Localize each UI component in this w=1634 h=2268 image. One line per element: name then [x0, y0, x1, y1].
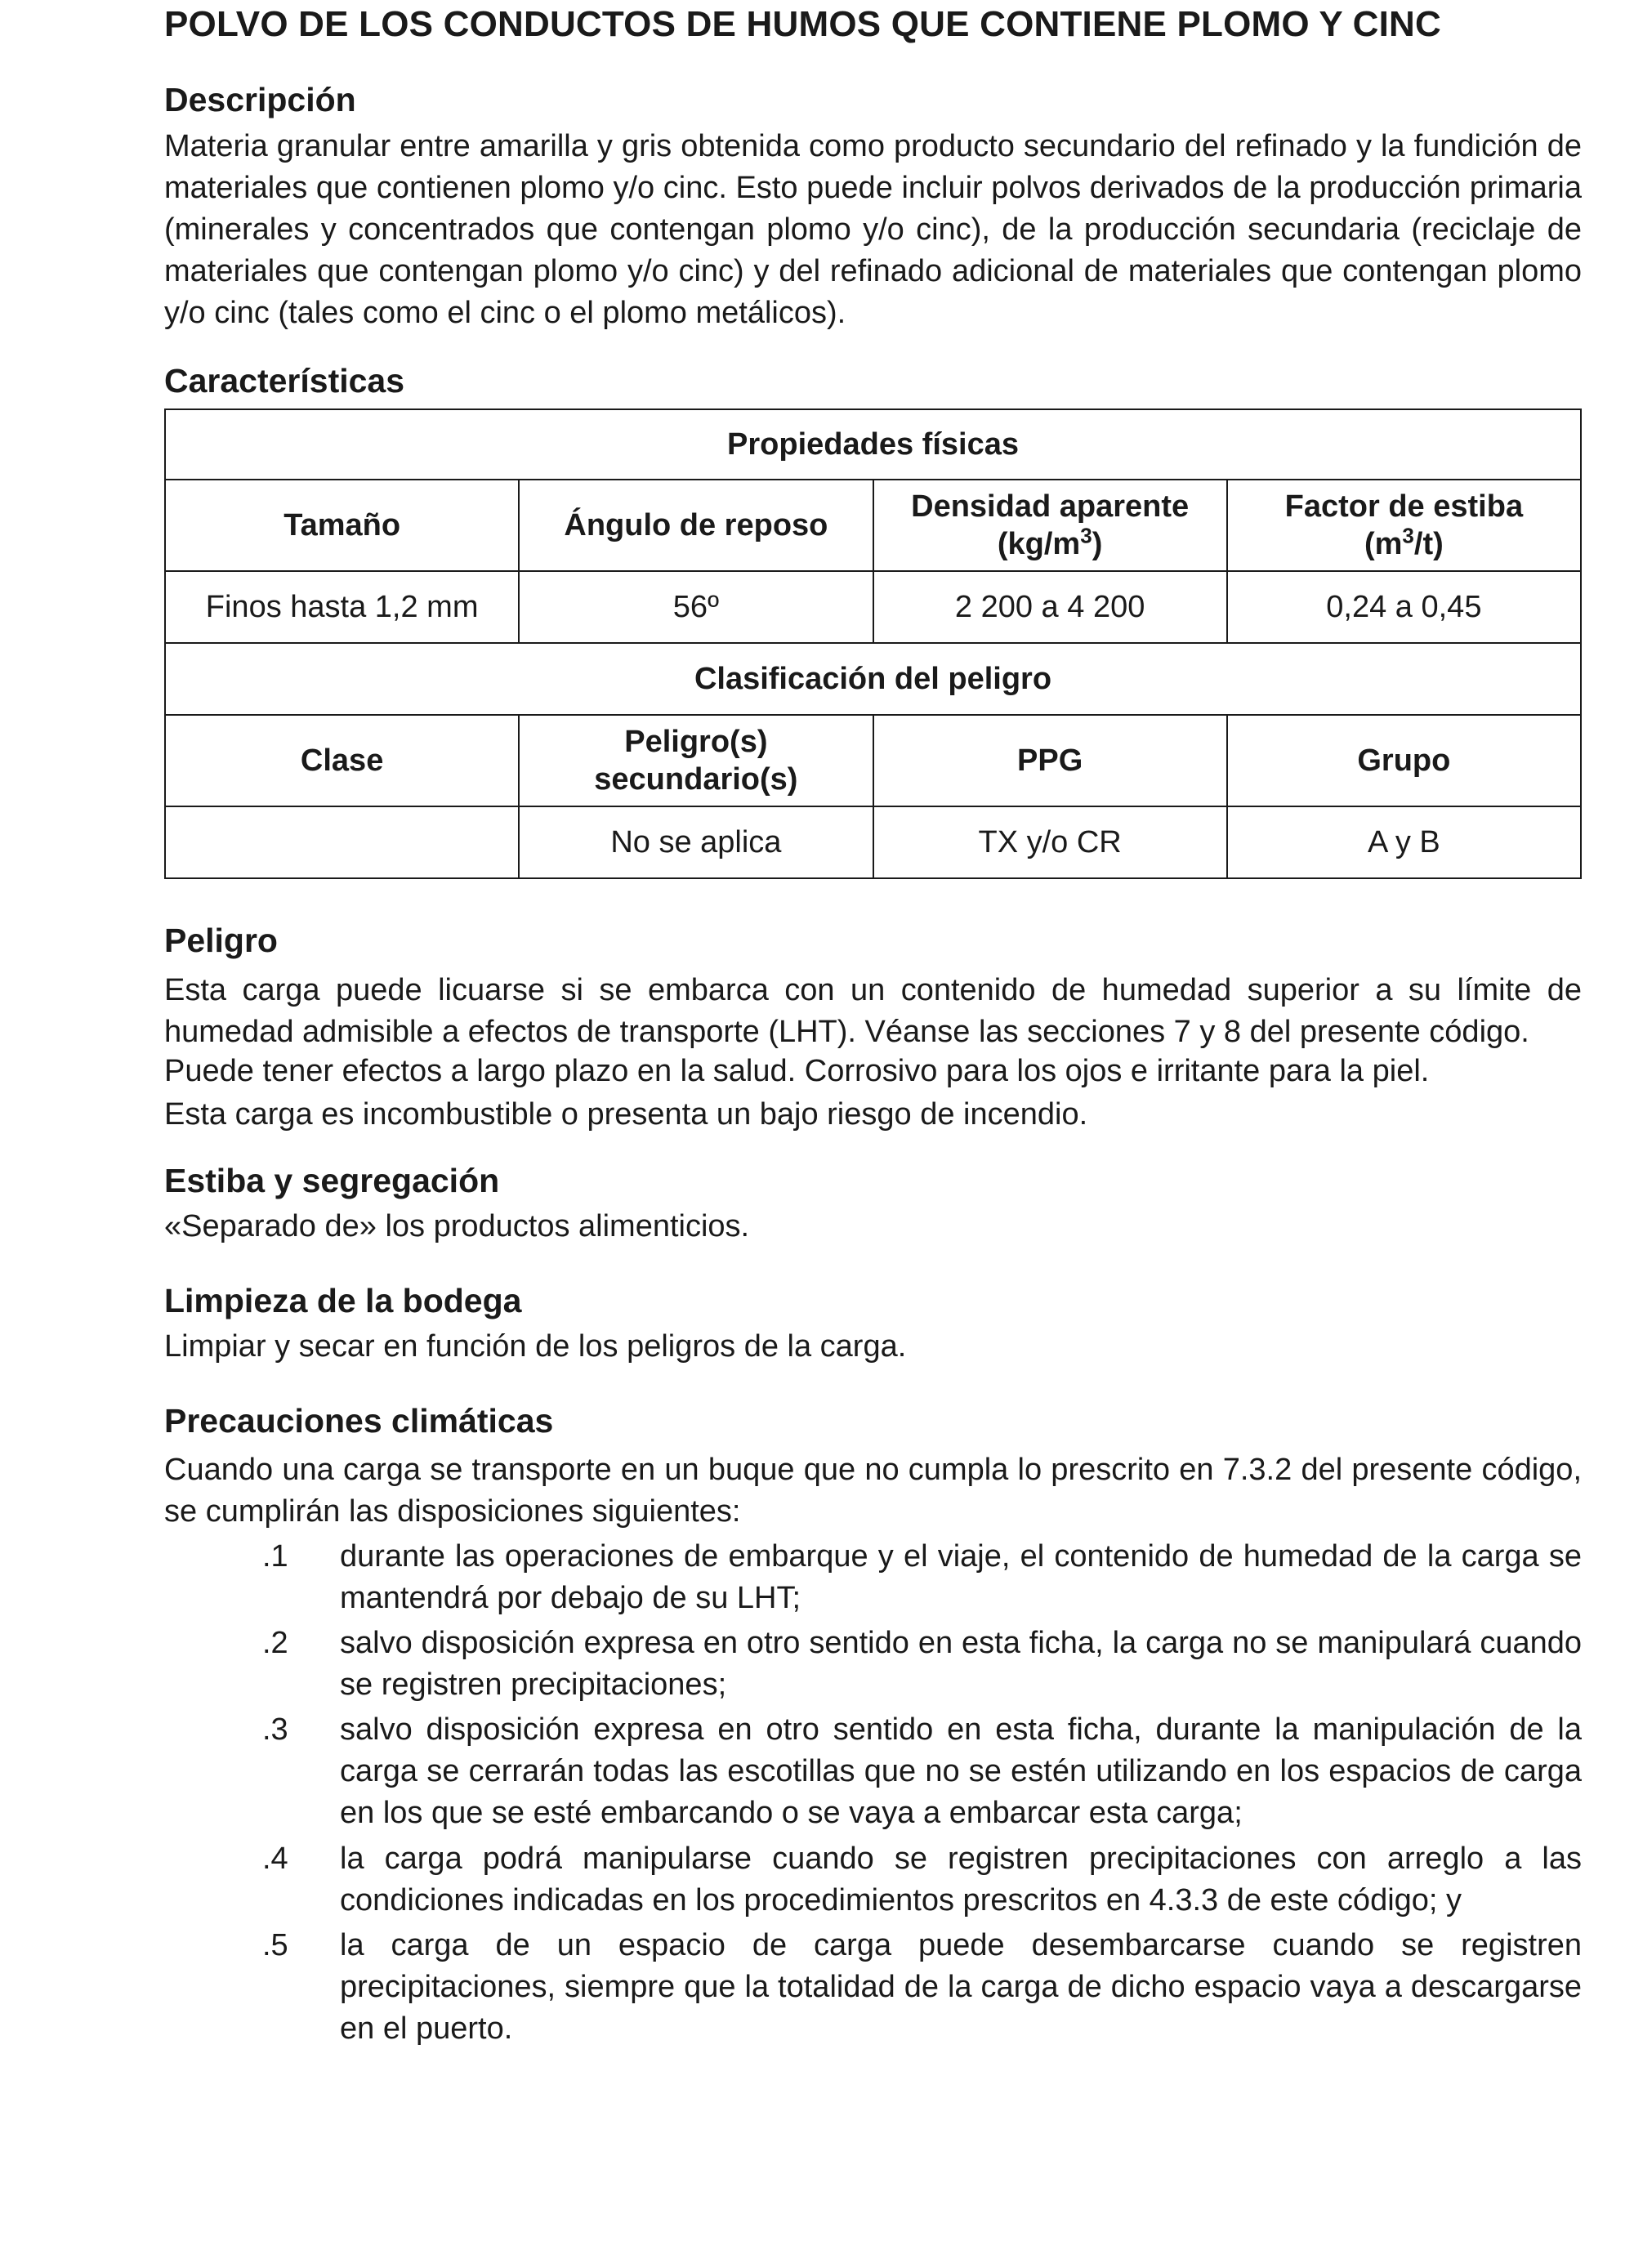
descripcion-heading: Descripción: [164, 81, 356, 118]
peligro-text-1: Esta carga puede licuarse si se embarca con un contenido de humedad superior a su límite de humedad admisible a efectos de transporte (LHT). Véanse las secciones 7 y 8 del presente código.: [164, 973, 1582, 1049]
col-densidad-unit: (kg/m: [997, 527, 1081, 561]
clasificacion-header: Clasificación del peligro: [165, 643, 1581, 715]
caracteristicas-heading: Características: [164, 362, 405, 400]
peligro-text-3: Esta carga es incombustible o presenta un bajo riesgo de incendio.: [164, 1097, 1088, 1132]
col-densidad-line1: Densidad aparente: [911, 489, 1190, 524]
col-angulo: Ángulo de reposo: [519, 480, 873, 571]
col-ppg: PPG: [873, 715, 1227, 806]
list-item-number: .1: [262, 1539, 288, 1574]
col-densidad-close: ): [1092, 527, 1103, 561]
val-tamano: Finos hasta 1,2 mm: [165, 571, 519, 643]
estiba-text: «Separado de» los productos alimenticios.: [164, 1209, 750, 1243]
characteristics-table: [164, 409, 1582, 879]
list-item-number: .4: [262, 1842, 288, 1876]
limpieza-heading: Limpieza de la bodega: [164, 1282, 522, 1319]
peligro-text-2: Puede tener efectos a largo plazo en la salud. Corrosivo para los ojos e irritante para la piel.: [164, 1054, 1430, 1088]
val-ppg: TX y/o CR: [873, 806, 1227, 878]
col-peligros-line2: secundario(s): [594, 762, 798, 797]
val-densidad: 2 200 a 4 200: [873, 571, 1227, 643]
col-factor-close: /t): [1413, 527, 1444, 561]
col-densidad-sup: 3: [1080, 523, 1092, 548]
list-item-text: la carga podrá manipularse cuando se registren precipitaciones con arreglo a las condiciones indicadas en los procedimientos prescritos en 4.3.3 de este código; y: [340, 1842, 1582, 1918]
col-factor-unit: (m: [1364, 527, 1403, 561]
col-clase: Clase: [165, 715, 519, 806]
list-item-text: la carga de un espacio de carga puede desembarcarse cuando se registren precipitaciones, siempre que la totalidad de la carga de dicho espacio vaya a descargarse en el puerto.: [340, 1928, 1582, 2046]
col-factor-sup: 3: [1402, 523, 1414, 548]
col-grupo: Grupo: [1227, 715, 1581, 806]
list-item-text: durante las operaciones de embarque y el viaje, el contenido de humedad de la carga se mantendrá por debajo de su LHT;: [340, 1539, 1582, 1615]
val-factor: 0,24 a 0,45: [1227, 571, 1581, 643]
list-item-number: .5: [262, 1928, 288, 1962]
estiba-heading: Estiba y segregación: [164, 1162, 500, 1199]
propiedades-header: Propiedades físicas: [165, 409, 1581, 480]
col-peligros-line1: Peligro(s): [624, 725, 768, 759]
col-factor: [1227, 480, 1581, 571]
val-clase: [165, 806, 519, 878]
page-title: POLVO DE LOS CONDUCTOS DE HUMOS QUE CONTIENE PLOMO Y CINC: [164, 4, 1441, 44]
col-tamano: Tamaño: [165, 480, 519, 571]
list-item-number: .3: [262, 1712, 288, 1747]
col-densidad: [873, 480, 1227, 571]
col-peligros: [519, 715, 873, 806]
precauciones-heading: Precauciones climáticas: [164, 1402, 554, 1440]
val-peligros: No se aplica: [519, 806, 873, 878]
list-item-text: salvo disposición expresa en otro sentido en esta ficha, durante la manipulación de la carga se cerrarán todas las escotillas que no se estén utilizando en los espacios de carga en los que se esté embarcando o se vaya a embarcar esta carga;: [340, 1712, 1582, 1830]
col-factor-line1: Factor de estiba: [1284, 489, 1524, 524]
val-grupo: A y B: [1227, 806, 1581, 878]
descripcion-text: Materia granular entre amarilla y gris obtenida como producto secundario del refinado y la fundición de materiales que contienen plomo y/o cinc. Esto puede incluir polvos derivados de la producción primaria (minerales y concentrados que contengan plomo y/o cinc), de la producción secundaria (reciclaje de materiales que contengan plomo y/o cinc) y del refinado adicional de materiales que contengan plomo y/o cinc (tales como el cinc o el plomo metálicos).: [164, 129, 1582, 330]
precauciones-intro: Cuando una carga se transporte en un buque que no cumpla lo prescrito en 7.3.2 del presente código, se cumplirán las disposiciones siguientes:: [164, 1453, 1582, 1529]
peligro-heading: Peligro: [164, 922, 278, 959]
limpieza-text: Limpiar y secar en función de los peligros de la carga.: [164, 1329, 907, 1364]
val-angulo: 56º: [519, 571, 873, 643]
list-item-number: .2: [262, 1626, 288, 1660]
list-item-text: salvo disposición expresa en otro sentido en esta ficha, la carga no se manipulará cuando se registren precipitaciones;: [340, 1626, 1582, 1702]
